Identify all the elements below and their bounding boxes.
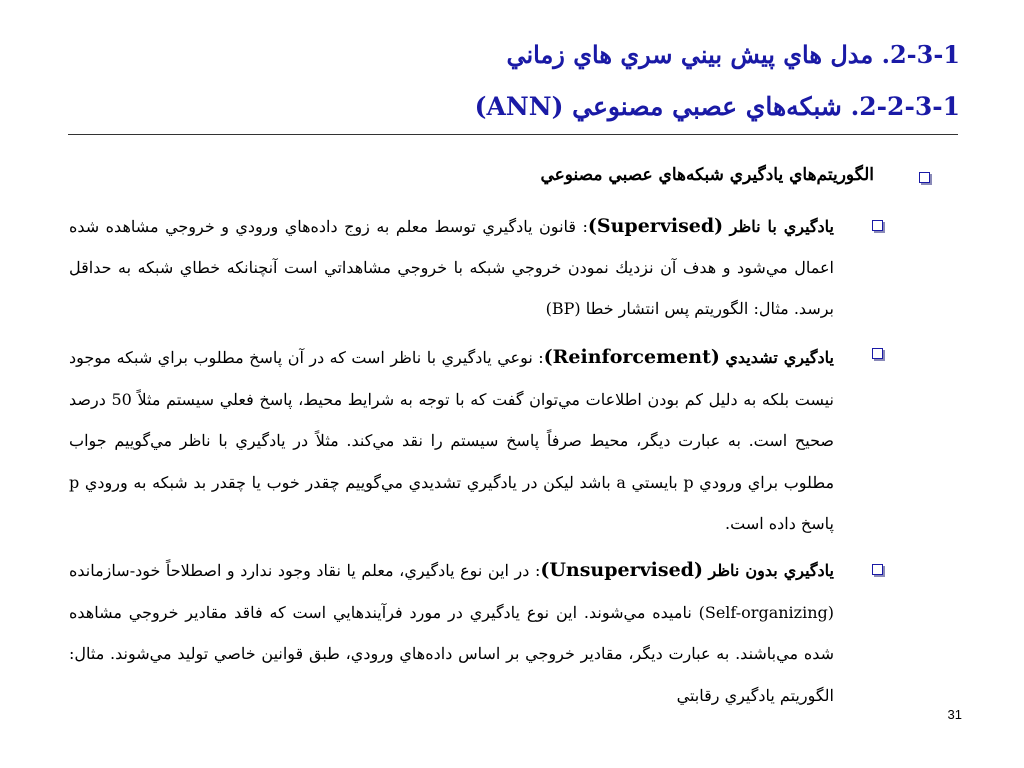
section-heading: الگوريتم‌هاي يادگيري شبكه‌هاي عصبي مصنوعي	[540, 165, 874, 185]
item-term: (Reinforcement)	[543, 346, 720, 368]
square-bullet-icon	[872, 564, 883, 575]
item-label: يادگيري بدون ناظر	[708, 561, 835, 580]
page-number: 31	[947, 707, 962, 722]
title-divider	[68, 134, 958, 135]
item-term: (Unsupervised)	[540, 559, 703, 581]
square-bullet-icon	[872, 220, 883, 231]
item-term: (Supervised)	[587, 215, 724, 237]
item-label: يادگيري با ناظر	[729, 217, 835, 236]
list-item-supervised	[69, 206, 834, 329]
list-item-unsupervised	[69, 550, 834, 716]
slide-title-line1: 2-3-1. مدل هاي پيش بيني سري هاي زماني	[506, 40, 960, 69]
list-item-reinforcement	[69, 337, 834, 545]
square-bullet-icon	[919, 172, 930, 183]
square-bullet-icon	[872, 348, 883, 359]
item-body: : نوعي يادگيري با ناظر است كه در آن پاسخ مطلوب براي شبكه موجود نيست بلكه به دليل كم بودن اطلاعات مي‌توان گفت كه با توجه به شرايط محيط، پاسخ فعلي سيستم مثلاً 50 درصد صحيح است. به عبارت ديگر، محيط صرفاً پاسخ سيستم را نقد مي‌كند. مثلاً در يادگيري با ناظر مي‌گوييم جواب مطلوب براي ورودي p بايستي a باشد ليكن در يادگيري تشديدي مي‌گوييم چقدر خوب يا چقدر بد شبكه به ورودي p پاسخ داده است.	[69, 348, 835, 533]
item-body: : قانون يادگيري توسط معلم به زوج داده‌هاي ورودي و خروجي مشاهده شده اعمال مي‌شود و هدف آن نزديك نمودن خروجي شبكه با خروجي مشاهداتي است آنچنانكه خطاي شبكه به حداقل برسد. مثال: الگوريتم پس انتشار خطا (BP)	[69, 217, 834, 318]
slide-title-line2: 2-2-3-1. شبكه‌هاي عصبي مصنوعي (ANN)	[474, 92, 960, 121]
item-body: : در اين نوع يادگيري، معلم يا نقاد وجود ندارد و اصطلاحاً خود-سازمانده (Self-organizing) ناميده مي‌شوند. اين نوع يادگيري در مورد فرآيندهايي است كه فاقد مقادير خروجي مشاهده شده مي‌باشند. به عبارت ديگر، مقادير خروجي بر اساس داده‌هاي ورودي، طبق قوانين خاصي توليد مي‌شوند. مثال: الگوريتم يادگيري رقابتي	[69, 561, 834, 705]
item-label: يادگيري تشديدي	[725, 348, 835, 367]
